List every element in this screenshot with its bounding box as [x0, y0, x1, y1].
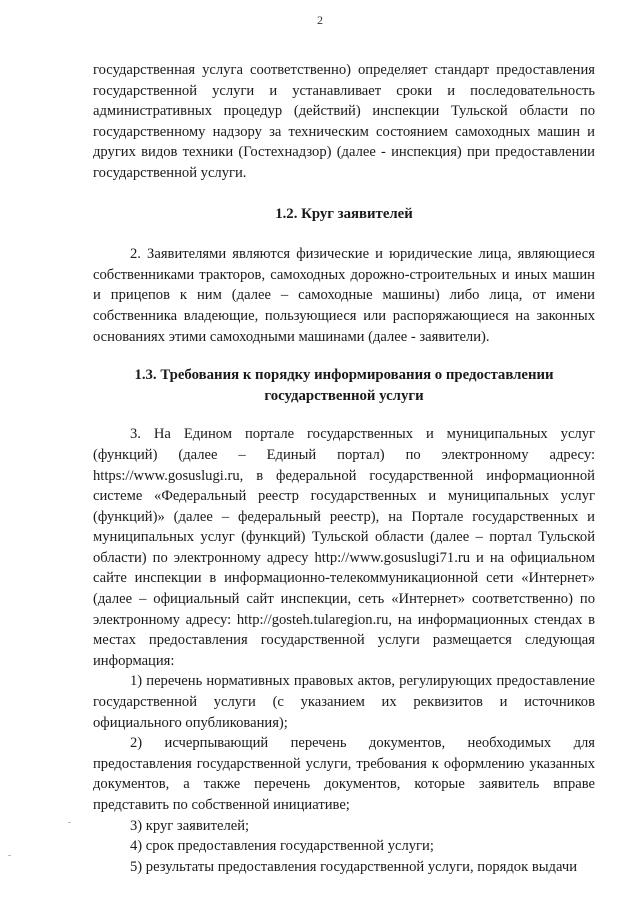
list-item: 4) срок предоставления государственной услуги; — [130, 838, 434, 855]
applicants-paragraph: 2. Заявителями являются физические и юридические лица, являющиеся собственниками тракторов, самоходных дорожно-строительных и иных машин и прицепов к ним (далее – самоходные машины) либо лица, от имени собственника владеющие, пользующиеся или распоряжающиеся на законных основаниях этими самоходными машинами (далее - заявители). — [93, 246, 595, 345]
scan-artifact — [8, 855, 11, 856]
informing-paragraph: 3. На Едином портале государственных и муниципальных услуг (функций) (далее – Единый портал) по электронному адресу: https://www.gosuslugi.ru, в федеральной государственной информационной системе «Федеральный реестр государственных и муниципальных услуг (функций)» (далее – федеральный реестр), на Портале государственных и муниципальных услуг (функций) Тульской области (далее – портал Тульской области) по электронному адресу http://www.gosuslugi71.ru и на официальном сайте инспекции в информационно-телекоммуникационной сети «Интернет» (далее – официальный сайт инспекции, сеть «Интернет» соответственно) по электронному адресу: http://gosteh.tularegion.ru, на информационных стендах в местах предоставления государственной услуги размещается следующая информация: — [93, 426, 595, 669]
page-number: 2 — [317, 13, 323, 27]
section-heading-applicants: 1.2. Круг заявителей — [275, 205, 413, 222]
list-item: 2) исчерпывающий перечень документов, необходимых для предоставления государственной услуги, требования к оформлению указанных документов, а также перечень документов, которые заявитель вправе представить по собственной инициативе; — [93, 735, 595, 813]
section-heading-informing-line1: 1.3. Требования к порядку информирования о предоставлении — [134, 367, 554, 384]
section-heading-informing-line2: государственной услуги — [264, 387, 424, 404]
scan-artifact — [68, 822, 71, 823]
intro-paragraph: государственная услуга соответственно) определяет стандарт предоставления государственной услуги и устанавливает сроки и последовательность административных процедур (действий) инспекции Тульской области по государственному надзору за техническим состоянием самоходных машин и других видов техники (Гостехнадзор) (далее - инспекция) при предоставлении государственной услуги. — [93, 62, 595, 181]
list-item: 5) результаты предоставления государственной услуги, порядок выдачи — [130, 858, 578, 875]
document-body — [93, 60, 595, 877]
list-item: 1) перечень нормативных правовых актов, регулирующих предоставление государственной услуги (с указанием их реквизитов и источников официального опубликования); — [93, 673, 595, 731]
section-heading-informing — [93, 365, 595, 406]
list-item: 3) круг заявителей; — [130, 817, 250, 834]
